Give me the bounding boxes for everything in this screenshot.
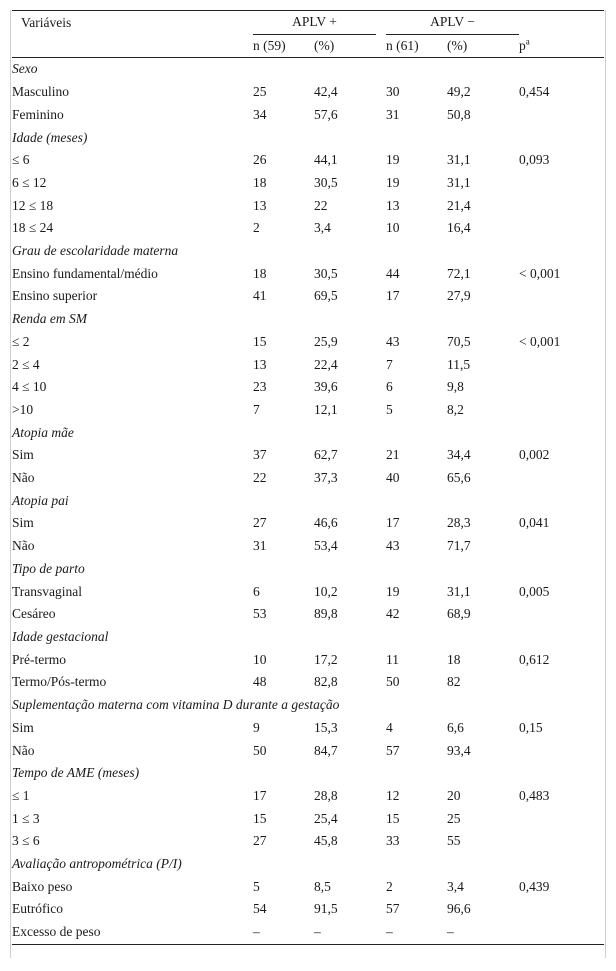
section-header-row (12, 694, 604, 717)
table-row (12, 808, 604, 831)
row-label: Não (12, 470, 35, 486)
table-row (12, 898, 604, 921)
row-label: Pré-termo (12, 651, 66, 667)
cell-pct-positive: 91,5 (314, 901, 338, 917)
cell-pct-positive: 30,5 (314, 265, 338, 281)
cell-n-negative: 7 (386, 356, 393, 372)
cell-pct-negative: 96,6 (447, 901, 471, 917)
cell-p-value (519, 830, 604, 853)
section-header-row (12, 58, 604, 81)
section-header-row (12, 626, 604, 649)
cell-p-value (519, 104, 604, 127)
cell-pct-negative: 27,9 (447, 288, 471, 304)
row-label: 18 ≤ 24 (12, 220, 54, 236)
cell-n-positive: 9 (253, 719, 260, 735)
header-p-label: p (519, 37, 526, 53)
cell-n-positive: 13 (253, 356, 267, 372)
cell-n-positive: 13 (253, 197, 267, 213)
cell-n-negative: 33 (386, 833, 400, 849)
table-row (12, 535, 604, 558)
section-header-row (12, 127, 604, 150)
cell-pct-negative: 3,4 (447, 878, 464, 894)
cell-pct-positive: 57,6 (314, 106, 338, 122)
cell-pct-positive: 22 (314, 197, 328, 213)
cell-n-positive: 41 (253, 288, 267, 304)
cell-n-negative: 17 (386, 515, 400, 531)
cell-n-positive: 50 (253, 742, 267, 758)
cell-n-negative: 40 (386, 470, 400, 486)
cell-pct-negative: 8,2 (447, 401, 464, 417)
cell-p-value: 0,15 (519, 719, 543, 735)
table-row (12, 195, 604, 218)
table-row (12, 376, 604, 399)
cell-p-value (519, 603, 604, 626)
row-label: Sim (12, 515, 34, 531)
table-row (12, 399, 604, 422)
cell-n-negative: 50 (386, 674, 400, 690)
table-row (12, 921, 604, 944)
row-label: ≤ 2 (12, 333, 30, 349)
cell-n-positive: 18 (253, 265, 267, 281)
cell-pct-positive: 39,6 (314, 379, 338, 395)
row-label: Eutrófico (12, 901, 63, 917)
table-row (12, 671, 604, 694)
table-row (12, 717, 604, 740)
cell-p-value (519, 921, 604, 944)
table-row (12, 81, 604, 104)
table-row (12, 354, 604, 377)
cell-pct-positive: 84,7 (314, 742, 338, 758)
table-row (12, 331, 604, 354)
table-row (12, 581, 604, 604)
cell-n-negative: 11 (386, 651, 399, 667)
cell-pct-negative: 25 (447, 810, 461, 826)
cell-pct-positive: 69,5 (314, 288, 338, 304)
cell-p-value (519, 671, 604, 694)
section-title: Avaliação antropométrica (P/I) (12, 856, 182, 872)
table-row (12, 149, 604, 172)
section-title: Suplementação materna com vitamina D durante a gestação (12, 697, 340, 713)
header-n-negative: n (61) (386, 35, 447, 58)
cell-pct-negative: 50,8 (447, 106, 471, 122)
section-header-row (12, 308, 604, 331)
section-title: Sexo (12, 61, 38, 77)
section-title: Idade gestacional (12, 628, 109, 644)
header-group-negative-label: APLV − (386, 11, 519, 35)
cell-n-negative: 42 (386, 606, 400, 622)
cell-n-negative: 57 (386, 901, 400, 917)
section-title: Tipo de parto (12, 560, 85, 576)
cell-p-value (519, 195, 604, 218)
cell-pct-positive: 37,3 (314, 470, 338, 486)
section-header-row (12, 422, 604, 445)
cell-n-negative: 19 (386, 174, 400, 190)
section-title: Tempo de AME (meses) (12, 765, 140, 781)
row-label: >10 (12, 401, 34, 417)
cell-n-positive: 27 (253, 833, 267, 849)
header-n-positive: n (59) (253, 35, 314, 58)
row-label: Termo/Pós-termo (12, 674, 107, 690)
cell-p-value (519, 376, 604, 399)
cell-pct-positive: 82,8 (314, 674, 338, 690)
cell-n-negative: 5 (386, 401, 393, 417)
cell-n-negative: 19 (386, 583, 400, 599)
cell-n-positive: 5 (253, 878, 260, 894)
section-header-row (12, 762, 604, 785)
cell-pct-negative: 6,6 (447, 719, 464, 735)
cell-p-value: < 0,001 (519, 333, 561, 349)
cell-pct-negative: 72,1 (447, 265, 471, 281)
cell-n-negative: 57 (386, 742, 400, 758)
cell-pct-negative: – (447, 921, 519, 944)
cell-pct-negative: 68,9 (447, 606, 471, 622)
table-body (12, 58, 604, 944)
table-row (12, 217, 604, 240)
cell-n-negative: 13 (386, 197, 400, 213)
cell-n-positive: 37 (253, 447, 267, 463)
cell-n-negative: 10 (386, 220, 400, 236)
section-title: Renda em SM (12, 311, 87, 327)
cell-n-negative: 21 (386, 447, 400, 463)
cell-pct-negative: 71,7 (447, 538, 471, 554)
row-label: ≤ 1 (12, 787, 30, 803)
table-row (12, 172, 604, 195)
cell-pct-positive: 8,5 (314, 878, 331, 894)
cell-pct-negative: 70,5 (447, 333, 471, 349)
cell-p-value (519, 285, 604, 308)
cell-n-positive: 54 (253, 901, 267, 917)
table-row (12, 603, 604, 626)
cell-p-value (519, 399, 604, 422)
header-pct-positive: (%) (314, 35, 386, 58)
cell-n-positive: 48 (253, 674, 267, 690)
cell-n-positive: 34 (253, 106, 267, 122)
table-row (12, 740, 604, 763)
table-header (12, 11, 604, 58)
cell-pct-negative: 49,2 (447, 84, 471, 100)
header-group-negative (386, 11, 519, 35)
row-label: Feminino (12, 106, 64, 122)
cell-n-positive: 25 (253, 84, 267, 100)
header-group-positive-label: APLV + (253, 11, 376, 35)
header-pct-negative: (%) (447, 35, 519, 58)
cell-n-negative: 2 (386, 878, 393, 894)
row-label: Ensino superior (12, 288, 98, 304)
cell-pct-positive: 12,1 (314, 401, 338, 417)
row-label: Ensino fundamental/médio (12, 265, 158, 281)
row-label: Baixo peso (12, 878, 73, 894)
table-row (12, 785, 604, 808)
cell-n-negative: 30 (386, 84, 400, 100)
cell-pct-positive: 17,2 (314, 651, 338, 667)
cell-pct-negative: 65,6 (447, 470, 471, 486)
cell-n-positive: – (253, 921, 314, 944)
cell-n-negative: – (386, 921, 447, 944)
cell-pct-positive: 42,4 (314, 84, 338, 100)
cell-pct-positive: – (314, 921, 386, 944)
cell-p-value (519, 808, 604, 831)
cell-p-value (519, 172, 604, 195)
row-label: 4 ≤ 10 (12, 379, 47, 395)
cell-n-negative: 44 (386, 265, 400, 281)
header-p-superscript: a (525, 36, 530, 47)
cell-p-value: 0,002 (519, 447, 550, 463)
cell-pct-positive: 30,5 (314, 174, 338, 190)
cell-n-negative: 31 (386, 106, 400, 122)
cell-pct-negative: 93,4 (447, 742, 471, 758)
data-table (12, 10, 604, 945)
cell-p-value: 0,454 (519, 84, 550, 100)
cell-n-negative: 43 (386, 538, 400, 554)
header-row-columns (12, 35, 604, 58)
section-header-row (12, 853, 604, 876)
cell-n-positive: 15 (253, 333, 267, 349)
cell-pct-positive: 28,8 (314, 787, 338, 803)
cell-n-positive: 7 (253, 401, 260, 417)
cell-pct-positive: 45,8 (314, 833, 338, 849)
cell-pct-negative: 21,4 (447, 197, 471, 213)
cell-pct-positive: 46,6 (314, 515, 338, 531)
cell-pct-negative: 18 (447, 651, 461, 667)
cell-pct-negative: 11,5 (447, 356, 471, 372)
cell-n-positive: 17 (253, 787, 267, 803)
header-variables: Variáveis (12, 11, 253, 35)
cell-n-positive: 6 (253, 583, 260, 599)
row-label: Transvaginal (12, 583, 82, 599)
section-header-row (12, 558, 604, 581)
section-header-row (12, 240, 604, 263)
row-label: 2 ≤ 4 (12, 356, 40, 372)
row-label: Sim (12, 719, 34, 735)
cell-n-negative: 4 (386, 719, 393, 735)
cell-pct-positive: 62,7 (314, 447, 338, 463)
cell-pct-positive: 25,4 (314, 810, 338, 826)
cell-n-negative: 17 (386, 288, 400, 304)
cell-pct-negative: 28,3 (447, 515, 471, 531)
row-label: ≤ 6 (12, 152, 30, 168)
table-row (12, 104, 604, 127)
cell-pct-negative: 9,8 (447, 379, 464, 395)
cell-pct-positive: 10,2 (314, 583, 338, 599)
cell-pct-positive: 3,4 (314, 220, 331, 236)
cell-p-value (519, 535, 604, 558)
cell-p-value (519, 898, 604, 921)
cell-n-positive: 22 (253, 470, 267, 486)
cell-pct-negative: 34,4 (447, 447, 471, 463)
header-blank (12, 35, 253, 58)
header-empty (519, 11, 604, 35)
row-label: 6 ≤ 12 (12, 174, 47, 190)
cell-pct-positive: 89,8 (314, 606, 338, 622)
cell-pct-positive: 22,4 (314, 356, 338, 372)
cell-pct-negative: 31,1 (447, 152, 471, 168)
row-label: Sim (12, 447, 34, 463)
section-header-row (12, 490, 604, 513)
cell-n-positive: 27 (253, 515, 267, 531)
table-row (12, 830, 604, 853)
table-row (12, 467, 604, 490)
cell-pct-negative: 16,4 (447, 220, 471, 236)
cell-n-negative: 6 (386, 379, 393, 395)
section-title: Atopia mãe (12, 424, 74, 440)
cell-p-value (519, 354, 604, 377)
cell-pct-positive: 15,3 (314, 719, 338, 735)
row-label: Excesso de peso (12, 921, 253, 944)
cell-n-positive: 18 (253, 174, 267, 190)
table-row (12, 876, 604, 899)
cell-p-value (519, 217, 604, 240)
cell-p-value: 0,439 (519, 878, 550, 894)
cell-n-positive: 2 (253, 220, 260, 236)
cell-pct-negative: 55 (447, 833, 461, 849)
table-row (12, 263, 604, 286)
cell-n-positive: 10 (253, 651, 267, 667)
table-row (12, 285, 604, 308)
cell-pct-negative: 31,1 (447, 583, 471, 599)
cell-p-value: < 0,001 (519, 265, 561, 281)
cell-p-value: 0,483 (519, 787, 550, 803)
row-label: Cesáreo (12, 606, 56, 622)
header-group-positive (253, 11, 386, 35)
cell-pct-positive: 44,1 (314, 152, 338, 168)
cell-n-positive: 53 (253, 606, 267, 622)
cell-n-negative: 15 (386, 810, 400, 826)
section-title: Idade (meses) (12, 129, 88, 145)
cell-p-value: 0,041 (519, 515, 550, 531)
cell-pct-negative: 82 (447, 674, 461, 690)
row-label: Não (12, 742, 35, 758)
table-row (12, 649, 604, 672)
cell-pct-negative: 31,1 (447, 174, 471, 190)
cell-n-negative: 43 (386, 333, 400, 349)
cell-n-positive: 31 (253, 538, 267, 554)
header-row-groups (12, 11, 604, 35)
table-row (12, 444, 604, 467)
cell-n-negative: 19 (386, 152, 400, 168)
row-label: Masculino (12, 84, 69, 100)
row-label: 1 ≤ 3 (12, 810, 40, 826)
row-label: 12 ≤ 18 (12, 197, 54, 213)
cell-p-value: 0,612 (519, 651, 550, 667)
row-label: 3 ≤ 6 (12, 833, 40, 849)
header-p-value (519, 35, 604, 58)
cell-p-value: 0,005 (519, 583, 550, 599)
cell-pct-positive: 53,4 (314, 538, 338, 554)
cell-p-value (519, 740, 604, 763)
section-title: Grau de escolaridade materna (12, 243, 179, 259)
row-label: Não (12, 538, 35, 554)
section-title: Atopia pai (12, 492, 69, 508)
table-row (12, 512, 604, 535)
cell-p-value: 0,093 (519, 152, 550, 168)
cell-pct-negative: 20 (447, 787, 461, 803)
cell-n-positive: 26 (253, 152, 267, 168)
cell-pct-positive: 25,9 (314, 333, 338, 349)
cell-n-positive: 23 (253, 379, 267, 395)
cell-n-positive: 15 (253, 810, 267, 826)
cell-p-value (519, 467, 604, 490)
cell-n-negative: 12 (386, 787, 400, 803)
